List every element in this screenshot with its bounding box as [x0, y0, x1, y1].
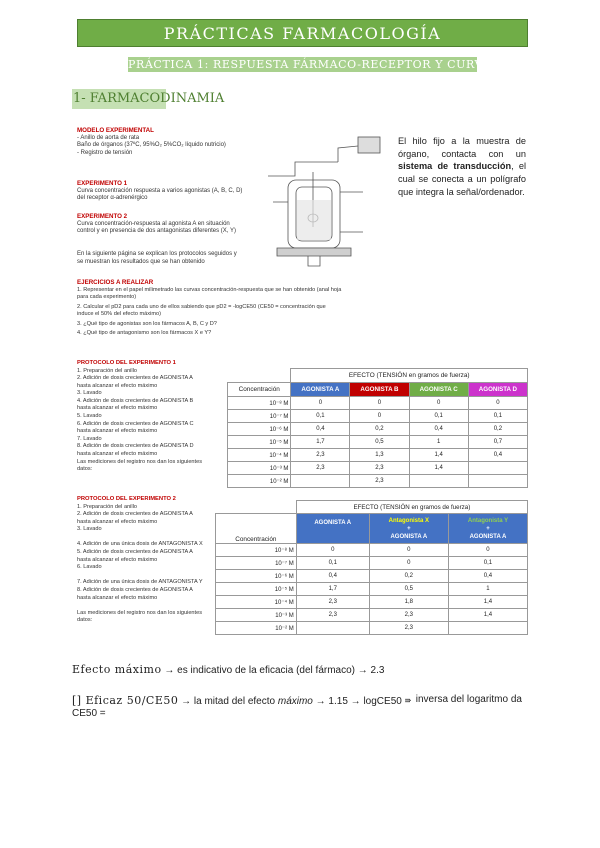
table1-cell: 10⁻⁴ M: [228, 449, 291, 462]
table2-cell: 0,1: [296, 557, 369, 570]
protocol-step: hasta alcanzar el efecto máximo: [77, 405, 158, 412]
table1-cell: 10⁻² M: [228, 475, 291, 488]
protocol2-list: [77, 504, 229, 626]
table2-header-line: AGONISTA A: [314, 519, 352, 526]
table2-title: EFECTO (TENSIÓN en gramos de fuerza): [296, 501, 527, 514]
table2-cell: 2,3: [369, 609, 448, 622]
table2-body: [216, 544, 528, 635]
protocol-step: hasta alcanzar el efecto máximo: [77, 428, 158, 435]
table2-header-line: AGONISTA A: [469, 533, 507, 540]
protocol-step: 1. Preparación del anillo: [77, 503, 138, 510]
table2-cell: 2,3: [296, 609, 369, 622]
table1-cell: 1,7: [291, 436, 350, 449]
protocol-step: [77, 602, 229, 610]
ejercicio-item: 2. Calcular el pD2 para cada uno de ellos sabiendo que pD2 = -logCE50 (CE50 = concentración que: [77, 303, 326, 310]
table1-header-cell: AGONISTA D: [468, 383, 527, 397]
table2-header-line: +: [407, 525, 411, 532]
table2-cell: 10⁻² M: [216, 622, 297, 635]
table1-row: [228, 475, 528, 488]
table1-cell: 1,4: [409, 462, 468, 475]
table2-cell: 10⁻⁵ M: [216, 583, 297, 596]
table1-cell: 2,3: [350, 475, 409, 488]
efecto-maximo-line: [72, 663, 384, 676]
protocol-step: datos:: [77, 617, 93, 624]
protocol-step: hasta alcanzar el efecto máximo: [77, 451, 158, 458]
table1-row: [228, 436, 528, 449]
table1-cell: 0: [409, 397, 468, 410]
protocol1-heading: PROTOCOLO DEL EXPERIMENTO 1: [77, 360, 176, 366]
modelo-block: [77, 127, 277, 157]
table1-cell: 10⁻⁷ M: [228, 410, 291, 423]
page-title: PRÁCTICAS FARMACOLOGÍA: [163, 24, 442, 43]
table2-row: [216, 596, 528, 609]
table1-cell: 0,4: [409, 423, 468, 436]
side-note: [398, 135, 526, 199]
protocol-step: 5. Lavado: [77, 413, 102, 420]
info-line: se muestran los resultados que se han obtenido: [77, 258, 205, 265]
table2-cell: 10⁻³ M: [216, 609, 297, 622]
table1-cell: 0,2: [468, 423, 527, 436]
protocol-step: [77, 572, 229, 580]
table1-cell: 0,1: [291, 410, 350, 423]
table1-cell: 0,7: [468, 436, 527, 449]
table1-row: [228, 397, 528, 410]
ejercicios-heading: EJERCICIOS A REALIZAR: [77, 279, 154, 286]
protocol-step: 6. Adición de dosis crecientes de AGONISTA C: [77, 420, 194, 427]
ce50-text-a: → la mitad del efecto: [178, 696, 278, 707]
table1-cell: 0,4: [291, 423, 350, 436]
ce50-line3: CE50 =: [72, 708, 106, 719]
ejercicio-item: 3. ¿Qué tipo de agonistas son los fármacos A, B, C y D?: [77, 320, 217, 327]
table2-cell: 2,3: [369, 622, 448, 635]
ejercicio-item: 4. ¿Qué tipo de antagonismo son los fármacos X e Y?: [77, 330, 212, 336]
table2-cell: 0,1: [448, 557, 527, 570]
table1-cell: 0,1: [468, 410, 527, 423]
table1-cell: 0: [350, 410, 409, 423]
ce50-line: [72, 694, 410, 707]
table1-cell: 10⁻⁸ M: [228, 397, 291, 410]
table2-cell: 1,7: [296, 583, 369, 596]
table1-row: [228, 449, 528, 462]
table2-row: [216, 609, 528, 622]
ce50-text-c: → inversa del logaritmo da: [403, 694, 522, 705]
protocol1-block: [77, 360, 229, 474]
section-heading: 1- FARMACODINAMIA: [72, 89, 166, 109]
table2-cell: 0,4: [448, 570, 527, 583]
table2-cell: 1: [448, 583, 527, 596]
table1-cell: 10⁻³ M: [228, 462, 291, 475]
table2-row: [216, 570, 528, 583]
table1-cell: [409, 475, 468, 488]
table1-cell: 0: [291, 397, 350, 410]
ejercicios-block: [77, 279, 377, 338]
table2: [215, 500, 528, 635]
page-title-banner: [77, 19, 528, 47]
table2-cell: [296, 622, 369, 635]
protocol-step: hasta alcanzar el efecto máximo: [77, 556, 158, 563]
protocol-step: 7. Adición de una única dosis de ANTAGONISTA Y: [77, 579, 203, 586]
subtitle-banner: [128, 57, 577, 72]
efecto-maximo-text: → es indicativo de la eficacia (del fármaco) → 2.3: [161, 665, 385, 676]
ejercicio-item: induce el 50% del efecto máximo): [77, 311, 161, 317]
ce50-term: [] Eficaz 50/CE50: [72, 694, 179, 707]
table1-row: [228, 410, 528, 423]
table2-cell: 0: [296, 544, 369, 557]
exp2-block: [77, 213, 277, 236]
exp1-line: del receptor α-adrenérgico: [77, 195, 148, 201]
table2-header-line: Antagonista X: [388, 517, 430, 524]
table1-row: [228, 462, 528, 475]
ce50-italic: máximo: [277, 696, 313, 707]
modelo-line: Baño de órganos (37ºC, 95%O₂ 5%CO₂ líquido nutricio): [77, 142, 226, 148]
table2-cell: 2,3: [296, 596, 369, 609]
table1-cell: 2,3: [350, 462, 409, 475]
table2-header-cell: [296, 514, 369, 544]
table2-cell: 0: [369, 544, 448, 557]
table2-conc-header: Concentración: [216, 514, 297, 544]
table1-header-cell: AGONISTA B: [350, 383, 409, 397]
table1-cell: 0,1: [409, 410, 468, 423]
table1-cell: [291, 475, 350, 488]
table2-cell: 0,2: [369, 570, 448, 583]
table2-row: [216, 544, 528, 557]
table2-cell: 1,4: [448, 596, 527, 609]
table1-cell: 0,2: [350, 423, 409, 436]
table2-cell: 0,5: [369, 583, 448, 596]
table1-cell: 1,3: [350, 449, 409, 462]
protocol-step: 8. Adición de dosis crecientes de AGONISTA A: [77, 587, 193, 594]
protocol-step: hasta alcanzar el efecto máximo: [77, 518, 158, 525]
info-line: En la siguiente página se explican los protocolos seguidos y: [77, 251, 237, 257]
exp2-line: Curva concentración-respuesta al agonista A en situación: [77, 220, 230, 227]
protocol-step: 1. Preparación del anillo: [77, 367, 138, 374]
table2-row: [216, 583, 528, 596]
table2-row: [216, 622, 528, 635]
ce50-text-b: → 1.15 → logCE50 =: [312, 696, 411, 707]
table1-row: [228, 423, 528, 436]
table1-cell: 2,3: [291, 449, 350, 462]
table1-cell: 0,5: [350, 436, 409, 449]
protocol-step: hasta alcanzar el efecto máximo: [77, 594, 158, 601]
table1-cell: 0: [468, 397, 527, 410]
protocol-step: 4. Adición de dosis crecientes de AGONISTA B: [77, 397, 194, 404]
table1-cell: [468, 462, 527, 475]
side-note-text-end: , el cual se conecta a un polígrafo que integra la señal/ordenador.: [398, 161, 527, 197]
exp2-heading: EXPERIMENTO 2: [77, 213, 128, 220]
protocol-step: datos:: [77, 466, 93, 473]
table1-body: [228, 397, 528, 488]
exp1-block: [77, 180, 277, 203]
table1-cell: 10⁻⁵ M: [228, 436, 291, 449]
table1-cell: 1: [409, 436, 468, 449]
modelo-line: - Anillo de aorta de rata: [77, 134, 140, 141]
protocol-step: 3. Lavado: [77, 526, 102, 533]
protocol-step: Las mediciones del registro nos dan los siguientes: [77, 458, 202, 465]
side-note-bold: sistema de transducción: [398, 161, 512, 172]
table1-header-cell: AGONISTA A: [291, 383, 350, 397]
protocol-step: hasta alcanzar el efecto máximo: [77, 382, 158, 389]
protocol-step: 7. Lavado: [77, 435, 102, 442]
protocol-step: 6. Lavado: [77, 564, 102, 571]
table1-title: EFECTO (TENSIÓN en gramos de fuerza): [291, 369, 528, 383]
modelo-line: - Registro de tensión: [77, 149, 133, 156]
table2-header-line: +: [486, 525, 490, 532]
table2-cell: [448, 622, 527, 635]
table1-conc-header: Concentración: [228, 383, 291, 397]
table2-cell: 10⁻⁴ M: [216, 596, 297, 609]
ejercicio-item: para cada experimento): [77, 294, 137, 300]
protocol-step: 8. Adición de dosis crecientes de AGONISTA D: [77, 443, 194, 450]
table2-header-line: Antagonista Y: [467, 517, 509, 524]
table2-cell: 1,8: [369, 596, 448, 609]
table2-cell: 0: [448, 544, 527, 557]
protocol-step: 4. Adición de una única dosis de ANTAGONISTA X: [77, 541, 203, 548]
side-note-text: El hilo fijo a la muestra de órgano, contacta con un: [398, 136, 526, 159]
table1-cell: 0,4: [468, 449, 527, 462]
info-block: [77, 251, 277, 266]
table1-cell: 1,4: [409, 449, 468, 462]
table1: [227, 368, 528, 488]
protocol-step: 5. Adición de dosis crecientes de AGONISTA A: [77, 549, 193, 556]
exp1-line: Curva concentración respuesta a varios agonistas (A, B, C, D): [77, 187, 243, 194]
exp1-heading: EXPERIMENTO 1: [77, 180, 128, 187]
table2-header-cell: [448, 514, 527, 544]
table2-cell: 10⁻⁷ M: [216, 557, 297, 570]
protocol-step: [77, 534, 229, 542]
subtitle: PRÁCTICA 1: RESPUESTA FÁRMACO-RECEPTOR Y CURVAS CE EFECTO: [128, 58, 577, 71]
protocol2-heading: PROTOCOLO DEL EXPERIMENTO 2: [77, 496, 176, 502]
table2-cell: 1,4: [448, 609, 527, 622]
protocol-step: 3. Lavado: [77, 390, 102, 397]
table2-cell: 0: [369, 557, 448, 570]
protocol1-list: [77, 368, 229, 474]
table2-header-cell: [369, 514, 448, 544]
exp2-line: control y en presencia de dos antagonistas diferentes (X, Y): [77, 228, 236, 234]
table2-cell: 10⁻⁶ M: [216, 570, 297, 583]
protocol-step: 2. Adición de dosis crecientes de AGONISTA A: [77, 511, 193, 518]
table2-row: [216, 557, 528, 570]
ejercicio-item: 1. Representar en el papel milimetrado las curvas concentración-respuesta que se han obtenido (anal hoja: [77, 286, 342, 293]
modelo-heading: MODELO EXPERIMENTAL: [77, 127, 154, 134]
protocol2-block: [77, 496, 229, 625]
table2-header-line: AGONISTA A: [390, 533, 428, 540]
protocol-step: Las mediciones del registro nos dan los siguientes: [77, 609, 202, 616]
table1-cell: 10⁻⁶ M: [228, 423, 291, 436]
table1-header-cell: AGONISTA C: [409, 383, 468, 397]
table1-cell: 0: [350, 397, 409, 410]
protocol-step: 2. Adición de dosis crecientes de AGONISTA A: [77, 375, 193, 382]
organ-bath-diagram: [263, 132, 388, 274]
table2-cell: 10⁻⁸ M: [216, 544, 297, 557]
table2-cell: 0,4: [296, 570, 369, 583]
table1-cell: 2,3: [291, 462, 350, 475]
table1-cell: [468, 475, 527, 488]
efecto-maximo-term: Efecto máximo: [72, 663, 162, 676]
